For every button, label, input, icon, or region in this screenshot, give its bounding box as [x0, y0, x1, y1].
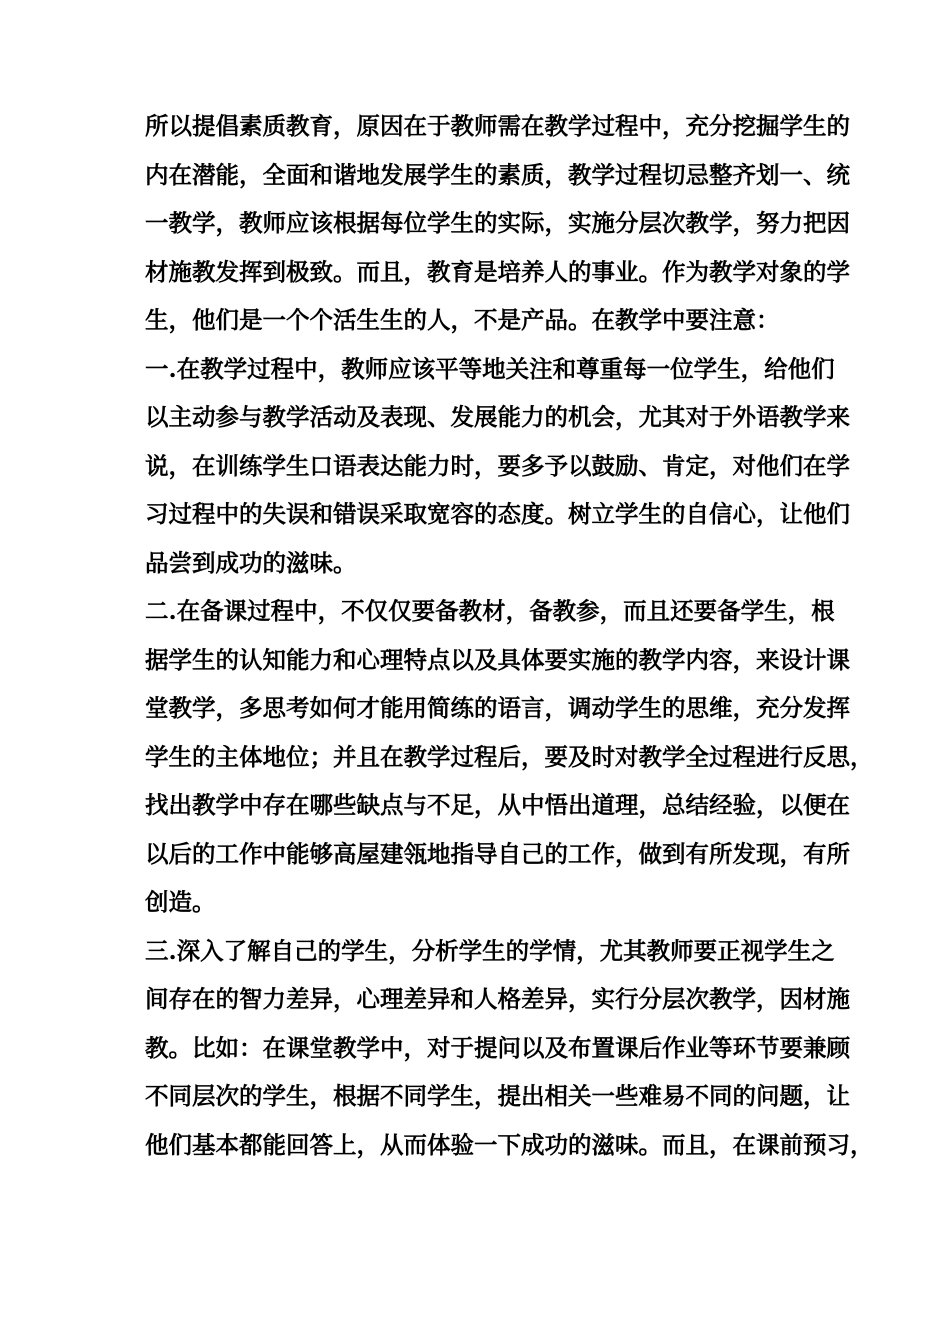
- text-line: 间存在的智力差异，心理差异和人格差异，实行分层次教学，因材施: [145, 985, 850, 1013]
- text-line: 一.在教学过程中，教师应该平等地关注和尊重每一位学生，给他们: [145, 354, 835, 383]
- text-line: 习过程中的失误和错误采取宽容的态度。树立学生的自信心，让他们: [145, 500, 850, 528]
- text-line: 三.深入了解自己的学生，分析学生的学情，尤其教师要正视学生之: [145, 936, 835, 965]
- text-line: 内在潜能，全面和谐地发展学生的素质，教学过程切忌整齐划一、统: [145, 160, 850, 189]
- text-line: 品尝到成功的滋味。: [145, 548, 357, 577]
- text-line: 堂教学，多思考如何才能用简练的语言，调动学生的思维，充分发挥: [145, 694, 850, 722]
- text-line: 生，他们是一个个活生生的人，不是产品。在教学中要注意：: [145, 306, 780, 334]
- text-line: 不同层次的学生，根据不同学生，提出相关一些难易不同的问题，让: [145, 1082, 850, 1110]
- text-line: 教。比如：在课堂教学中，对于提问以及布置课后作业等环节要兼顾: [145, 1033, 850, 1062]
- text-line: 以主动参与教学活动及表现、发展能力的机会，尤其对于外语教学来: [145, 403, 850, 431]
- text-line: 他们基本都能回答上，从而体验一下成功的滋味。而且，在课前预习，: [145, 1130, 874, 1159]
- text-line: 学生的主体地位；并且在教学过程后，要及时对教学全过程进行反思，: [145, 742, 874, 771]
- text-line: 找出教学中存在哪些缺点与不足，从中悟出道理，总结经验，以便在: [145, 791, 850, 819]
- text-line: 以后的工作中能够高屋建瓴地指导自己的工作，做到有所发现，有所: [145, 839, 850, 868]
- text-line: 材施教发挥到极致。而且，教育是培养人的事业。作为教学对象的学: [145, 257, 850, 286]
- text-line: 一教学，教师应该根据每位学生的实际，实施分层次教学，努力把因: [145, 209, 850, 237]
- text-line: 据学生的认知能力和心理特点以及具体要实施的教学内容，来设计课: [145, 645, 850, 674]
- text-line: 说，在训练学生口语表达能力时，要多予以鼓励、肯定，对他们在学: [145, 451, 850, 480]
- text-line: 所以提倡素质教育，原因在于教师需在教学过程中，充分挖掘学生的: [145, 112, 850, 140]
- text-line: 创造。: [145, 888, 216, 916]
- text-line: 二.在备课过程中，不仅仅要备教材，备教参，而且还要备学生，根: [145, 597, 835, 625]
- body-text: [145, 102, 874, 1169]
